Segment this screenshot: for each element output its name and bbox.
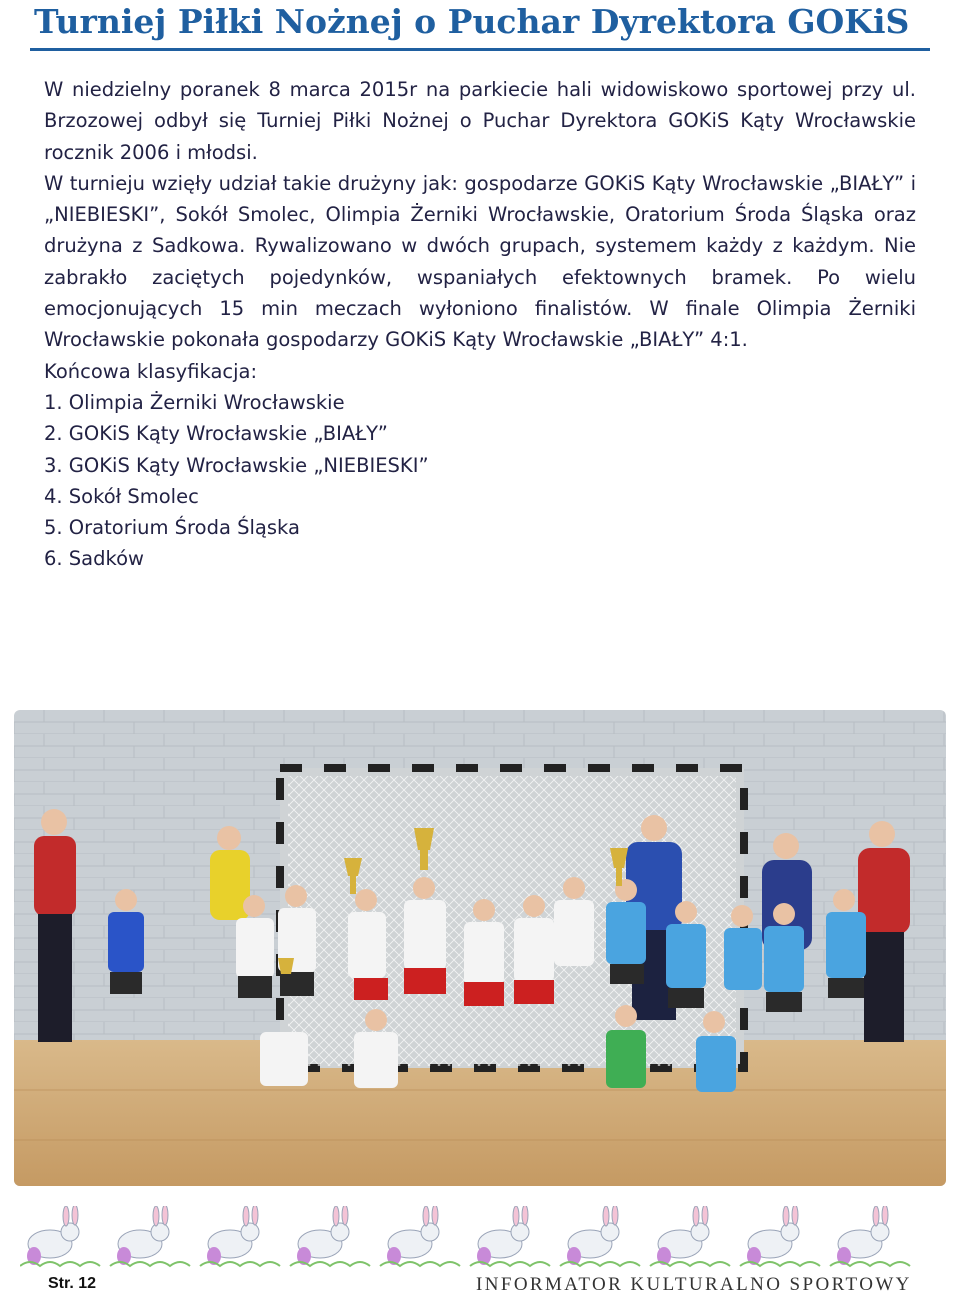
title-divider bbox=[30, 48, 930, 51]
easter-decoration-icon bbox=[20, 1206, 910, 1266]
team-photo-illustration bbox=[14, 710, 946, 1186]
page-title: Turniej Piłki Nożnej o Puchar Dyrektora GOKiS bbox=[34, 2, 910, 41]
ranking-item: 6. Sadków bbox=[44, 547, 144, 571]
ranking-item: 1. Olimpia Żerniki Wrocławskie bbox=[44, 390, 345, 414]
ranking-item: 4. Sokół Smolec bbox=[44, 484, 199, 508]
ranking-heading: Końcowa klasyfikacja: bbox=[44, 359, 258, 383]
adult-figure bbox=[34, 809, 76, 1042]
ranking-item: 2. GOKiS Kąty Wrocławskie „BIAŁY” bbox=[44, 422, 388, 446]
article-paragraph-intro: W niedzielny poranek 8 marca 2015r na parkiecie hali widowiskowo sportowej przy ul. Brzozowej odbył się Turniej Piłki Nożnej o Puchar Dyrektora GOKiS Kąty Wrocławskie rocznik 2006 i młodsi. bbox=[44, 78, 916, 164]
team-photo bbox=[14, 710, 946, 1186]
easter-bunny-border bbox=[20, 1206, 940, 1272]
ranking-item: 3. GOKiS Kąty Wrocławskie „NIEBIESKI” bbox=[44, 453, 429, 477]
article-paragraph-details: W turnieju wzięły udział takie drużyny jak: gospodarze GOKiS Kąty Wrocławskie „BIAŁY” i „NIEBIESKI”, Sokół Smolec, Olimpia Żerniki Wrocławskie, Oratorium Środa Śląska oraz drużyna z Sadkowa. Rywalizowano w dwóch grupach, systemem każdy z każdym. Nie zabrakło zaciętych pojedynków, wspaniałych efektownych bramek. Po wielu emocjonujących 15 min meczach wyłoniono finalistów. W finale Olimpia Żerniki Wrocławskie pokonała gospodarzy GOKiS Kąty Wrocławskie „BIAŁY” 4:1. bbox=[44, 171, 916, 352]
article-body bbox=[44, 74, 916, 575]
page-number: Str. 12 bbox=[48, 1275, 97, 1292]
ranking-list bbox=[44, 387, 916, 575]
ranking-item: 5. Oratorium Środa Śląska bbox=[44, 516, 300, 540]
publication-name: INFORMATOR KULTURALNO SPORTOWY bbox=[476, 1274, 912, 1295]
